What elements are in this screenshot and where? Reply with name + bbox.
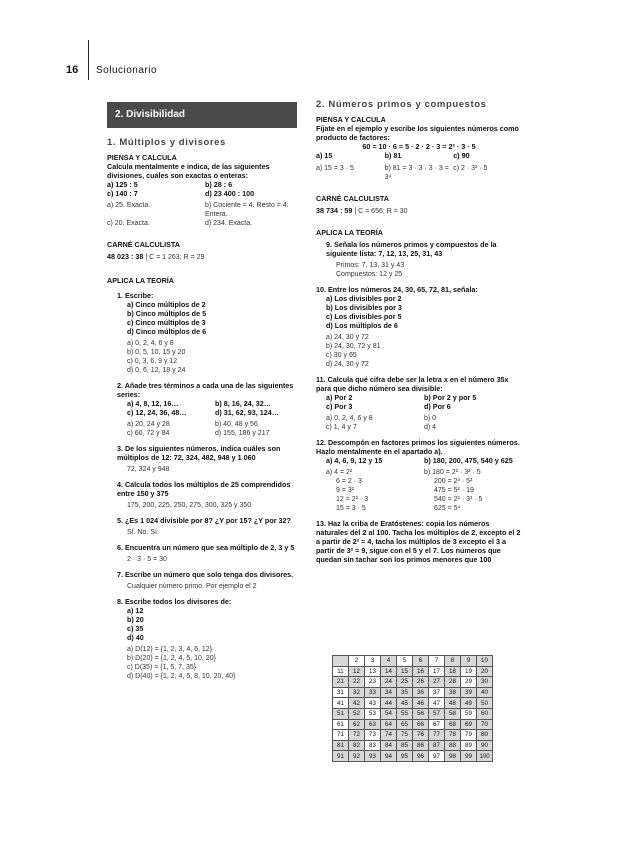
sieve-cell: 97 [429,751,445,762]
answer: c) 30 y 65 [326,352,357,359]
sieve-row [333,740,493,751]
answer: Cualquier número primo. Por ejemplo el 2 [127,583,257,590]
answer: 2 · 3 · 5 = 30 [127,556,167,563]
question-title: 1. Escribe: [117,291,154,300]
carne-answer: | C = 656; R = 30 [354,208,408,215]
question-item: b) 20 [127,615,144,624]
op-answer-b: b) 81 = 3 · 3 · 3 · 3 = 3⁴ [384,165,449,181]
question-1 [107,291,303,375]
sieve-cell: 58 [445,708,461,719]
piensa-label: PIENSA Y CALCULA [316,115,386,124]
answer: 200 = 2³ · 5² [434,478,473,485]
piensa-text: Calcula mentalmente e indica, de las siguientes divisiones, cuáles son exactas o enteras: [107,162,270,180]
sieve-cell: 38 [445,687,461,698]
sieve-row [333,687,493,698]
answer: b) 40, 48 y 56 [215,421,258,428]
sieve-cell: 6 [413,656,429,667]
sieve-cell: 5 [397,656,413,667]
sieve-row [333,656,493,667]
sieve-cell: 31 [333,687,349,698]
aplica-label: APLICA LA TEORÍA [107,276,174,285]
piensa-label: PIENSA Y CALCULA [107,153,177,162]
sieve-cell: 99 [461,751,477,762]
sieve-cell: 39 [461,687,477,698]
sieve-cell: 94 [381,751,397,762]
sieve-cell: 49 [461,698,477,709]
carne-title: CARNÉ CALCULISTA [316,194,389,203]
sieve-cell: 68 [445,719,461,730]
answer: a) 0, 2, 4, 6 y 8 [127,340,174,347]
question-title: 7. Escribe un número que solo tenga dos divisores. [117,570,294,579]
sieve-cell: 28 [445,677,461,688]
question-item: a) Los divisibles por 2 [326,294,402,303]
sieve-cell: 19 [461,666,477,677]
carne-block [107,240,303,262]
op-a: a) 125 : 5 [107,180,138,189]
answer: Compuestos: 12 y 25 [336,271,403,278]
answer: b) 0 [424,415,437,422]
answer: 9 = 3² [336,487,355,494]
answer: c) 60, 72 y 84 [127,430,170,437]
answer: Sí. No. Sí. [127,529,159,536]
sieve-cell: 57 [429,708,445,719]
sieve-cell: 86 [413,740,429,751]
items-row [117,399,303,408]
answer: b) 0, 5, 10, 15 y 20 [127,349,186,356]
sieve-cell: 32 [349,687,365,698]
sieve-cell: 77 [429,730,445,741]
items-row [316,393,522,402]
question-5 [107,516,303,537]
sieve-row [333,708,493,719]
sieve-cell: 63 [365,719,381,730]
question-title: 11. Calcula qué cifra debe ser la letra x en el número 35x para que dicho número sea divisible: [316,375,509,393]
section-title-primos: 2. Números primos y compuestos [316,99,487,110]
sieve-cell: 30 [477,677,493,688]
sieve-cell: 71 [333,730,349,741]
question-3 [107,444,303,474]
sieve-cell: 18 [445,666,461,677]
sieve-cell: 2 [349,656,365,667]
page-number: 16 [66,64,79,76]
question-item: c) Por 3 [326,402,353,411]
sieve-cell: 26 [413,677,429,688]
sieve-cell: 46 [413,698,429,709]
op-b: b) 81 [384,151,402,160]
sieve-cell: 92 [349,751,365,762]
sieve-cell: 13 [365,666,381,677]
op-answer-a: a) 15 = 3 · 5 [316,165,354,172]
question-title: 5. ¿Es 1 024 divisible por 8? ¿Y por 15? ¿Y por 32? [117,516,291,525]
sieve-cell: 75 [397,730,413,741]
answer: c) 0, 3, 6, 9 y 12 [127,358,178,365]
sieve-cell: 43 [365,698,381,709]
sieve-cell: 40 [477,687,493,698]
answer: a) 20, 24 y 28 [127,421,170,428]
sieve-cell: 44 [381,698,397,709]
sieve-cell: 90 [477,740,493,751]
sieve-cell: 24 [381,677,397,688]
sieve-cell: 4 [381,656,397,667]
answer: b) 180 = 2² · 3² · 5 [424,469,481,476]
answers-row [316,414,522,423]
sieve-cell: 59 [461,708,477,719]
sieve-cell: 93 [365,751,381,762]
sieve-cell: 70 [477,719,493,730]
question-item: c) Cinco múltiplos de 3 [127,318,206,327]
left-column [107,138,303,681]
sieve-cell: 88 [445,740,461,751]
section-title-multiplos: 1. Múltiplos y divisores [107,137,226,148]
sieve-cell: 10 [477,656,493,667]
op-c: c) 90 [453,151,470,160]
question-item: d) Por 6 [424,402,451,411]
piensa-text: Fíjate en el ejemplo y escribe los siguientes números como producto de factores: [316,124,519,142]
ops-answers-row [107,219,303,228]
example-formula: 60 = 10 · 6 = 5 · 2 · 2 · 3 = 2² · 3 · 5 [362,142,476,151]
sieve-cell: 36 [413,687,429,698]
sieve-cell: 74 [381,730,397,741]
question-item: a) Por 2 [326,393,353,402]
sieve-cell: 37 [429,687,445,698]
op-d: d) 23 400 : 100 [205,189,255,198]
answer: a) 24, 30 y 72 [326,334,369,341]
ops-row [107,180,303,189]
sieve-cell: 53 [365,708,381,719]
op-b: b) 28 : 6 [205,180,233,189]
answer: 540 = 2² · 3³ · 5 [434,496,483,503]
answer: d) 0, 6, 12, 18 y 24 [127,367,186,374]
question-8 [107,597,303,681]
op-answer-c: c) 2 · 3² · 5 [453,165,488,172]
sieve-cell: 35 [397,687,413,698]
header-divider [88,40,89,80]
question-title: 3. De los siguientes números, indica cuáles son múltiplos de 12: 72, 324, 482, 948 y 1 060 [117,444,281,462]
sieve-cell: 55 [397,708,413,719]
question-item: c) Los divisibles por 5 [326,312,402,321]
sieve-cell: 80 [477,730,493,741]
sieve-cell: 66 [413,719,429,730]
sieve-cell: 69 [461,719,477,730]
sieve-cell: 64 [381,719,397,730]
sieve-cell: 65 [397,719,413,730]
sieve-cell: 67 [429,719,445,730]
items-row [316,402,522,411]
answer: 175, 200, 225, 250, 275, 300, 325 y 350 [127,502,252,509]
carne-answer: | C = 1 263; R = 29 [145,254,205,261]
question-item: d) 31, 62, 93, 124… [215,408,279,417]
sieve-cell: 27 [429,677,445,688]
sieve-cell: 82 [349,740,365,751]
answer: Primos: 7, 13, 31 y 43 [336,262,405,269]
op-c: c) 140 : 7 [107,189,138,198]
question-title: 2. Añade tres términos a cada una de las siguientes series: [117,381,294,399]
answers-row [117,420,303,429]
sieve-cell: 45 [397,698,413,709]
sieve-cell: 11 [333,666,349,677]
answer: a) D(12) = {1, 2, 3, 4, 6, 12} [127,646,213,653]
sieve-cell: 23 [365,677,381,688]
sieve-row [333,730,493,741]
sieve-cell: 95 [397,751,413,762]
sieve-cell: 51 [333,708,349,719]
sieve-cell: 48 [445,698,461,709]
op-answer-c: c) 20. Exacta. [107,220,150,227]
ops-answers-row [107,201,303,219]
sieve-cell: 79 [461,730,477,741]
question-item: a) Cinco múltiplos de 2 [127,300,206,309]
sieve-cell: 84 [381,740,397,751]
sieve-row [333,666,493,677]
sieve-cell: 98 [445,751,461,762]
sieve-cell: 100 [477,751,493,762]
sieve-cell: 89 [461,740,477,751]
items-row [316,456,522,465]
carne-expression: 48 023 : 38 [107,252,144,261]
answer: b) 24, 30, 72 y 81 [326,343,381,350]
question-13 [316,519,522,564]
sieve-cell: 15 [397,666,413,677]
sieve-cell: 47 [429,698,445,709]
answer: c) D(35) = {1, 5, 7, 35} [127,664,197,671]
sieve-cell: 83 [365,740,381,751]
carne-block [316,194,522,216]
sieve-row [333,677,493,688]
answer: 72, 324 y 948 [127,466,170,473]
sieve-cell: 25 [397,677,413,688]
sieve-cell: 78 [445,730,461,741]
question-item: c) 12, 24, 36, 48… [127,408,187,417]
question-2 [107,381,303,438]
sieve-cell: 9 [461,656,477,667]
question-item: d) Los múltiplos de 6 [326,321,398,330]
sieve-cell: 56 [413,708,429,719]
sieve-row [333,751,493,762]
op-answer-b: b) Cociente = 4. Resto = 4. Entera. [205,202,289,218]
sieve-cell: 85 [397,740,413,751]
answer: d) 4 [424,424,437,431]
sieve-cell: 16 [413,666,429,677]
sieve-cell: 8 [445,656,461,667]
sieve-cell: 12 [349,666,365,677]
question-11 [316,375,522,432]
question-title: 6. Encuentra un número que sea múltiplo de 2, 3 y 5 [117,543,295,552]
sieve-cell: 33 [365,687,381,698]
answer: d) 24, 30 y 72 [326,361,369,368]
question-title: 8. Escribe todos los divisores de: [117,597,232,606]
question-title: 12. Descompón en factores primos los siguientes números. Hazlo mentalmente en el apartado a). [316,438,520,456]
sieve-cell: 14 [381,666,397,677]
answer: 6 = 2 · 3 [336,478,362,485]
answers-a [326,468,424,513]
question-title: 4. Calcula todos los múltiplos de 25 comprendidos entre 150 y 375 [117,480,291,498]
sieve-cell: 21 [333,677,349,688]
sieve-cell: 29 [461,677,477,688]
question-title: 13. Haz la criba de Eratóstenes: copia los números naturales del 2 al 100. Tacha los múltiplos de 2, excepto el 2 a partir de 2² = 4, tacha los múltiplos de 3 excepto el 3 a partir de 3² = 9, sigue con el 5 y el 7. Los números que quedan sin tachar son los primos menores que 100 [316,519,521,564]
sieve-cell: 3 [365,656,381,667]
question-item: d) Cinco múltiplos de 6 [127,327,207,336]
question-item: a) 4, 6, 9, 12 y 15 [326,456,383,465]
question-item: b) Por 2 y por 5 [424,393,477,402]
question-item: b) Los divisibles por 3 [326,303,402,312]
sieve-cell: 62 [349,719,365,730]
op-a: a) 15 [316,151,333,160]
answer: c) 1, 4 y 7 [326,424,357,431]
question-12 [316,438,522,513]
sieve-cell: 81 [333,740,349,751]
question-9 [316,240,522,279]
sieve-cell: 54 [381,708,397,719]
sieve-cell: 50 [477,698,493,709]
sieve-cell: 91 [333,751,349,762]
question-title: 10. Entre los números 24, 30, 65, 72, 81, señala: [316,285,478,294]
answer: 15 = 3 · 5 [336,505,366,512]
sieve-cell: 22 [349,677,365,688]
sieve-cell: 73 [365,730,381,741]
answer: d) 155, 186 y 217 [215,430,270,437]
question-item: b) Cinco múltiplos de 5 [127,309,207,318]
sieve-cell: 61 [333,719,349,730]
sieve-cell: 34 [381,687,397,698]
right-column [316,100,522,564]
answer: a) 0, 2, 4, 6 y 8 [326,415,373,422]
ops-row [107,189,303,198]
question-item: d) 40 [127,633,144,642]
sieve-row [333,698,493,709]
answer: 475 = 5² · 19 [434,487,474,494]
sieve-cell: 96 [413,751,429,762]
carne-expression: 38 734 : 59 [316,206,353,215]
answer: a) 4 = 2² [326,469,353,476]
answer: b) D(20) = {1, 2, 4, 5, 10, 20} [127,655,216,662]
sieve-cell: 52 [349,708,365,719]
answers-row [117,429,303,438]
chapter-banner: 2. Divisibilidad [107,102,297,128]
question-4 [107,480,303,510]
sieve-cell: 7 [429,656,445,667]
question-10 [316,285,522,369]
carne-title: CARNÉ CALCULISTA [107,240,180,249]
sieve-cell: 41 [333,698,349,709]
sieve-cell: 60 [477,708,493,719]
sieve-cell: 17 [429,666,445,677]
sieve-cell: 76 [413,730,429,741]
question-6 [107,543,303,564]
sieve-cell [333,656,349,667]
answers-block [316,468,522,513]
question-item: b) 180, 200, 475, 540 y 625 [424,456,513,465]
op-answer-d: d) 234. Exacta. [205,220,253,227]
question-title: 9. Señala los números primos y compuestos de la siguiente lista: 7, 12, 13, 25, 31, 43 [326,240,497,258]
sieve-cell: 20 [477,666,493,677]
question-item: a) 12 [127,606,144,615]
answers-b [424,468,522,513]
question-item: c) 35 [127,624,144,633]
items-row [117,408,303,417]
answer: d) D(40) = {1, 2, 4, 5, 8, 10, 20, 40} [127,673,236,680]
answers-row [316,423,522,432]
sieve-table [332,655,493,762]
sieve-cell: 87 [429,740,445,751]
sieve-cell: 42 [349,698,365,709]
sieve-row [333,719,493,730]
question-7 [107,570,303,591]
sieve-cell: 72 [349,730,365,741]
ops-answers-row [316,164,522,182]
question-item: b) 8, 16, 24, 32… [215,399,271,408]
aplica-label: APLICA LA TEORÍA [316,228,383,237]
ops-row [316,151,522,160]
answer: 625 = 5⁴ [434,505,461,512]
op-answer-a: a) 25. Exacta. [107,202,151,209]
question-item: a) 4, 8, 12, 16… [127,399,179,408]
running-title: Solucionario [96,65,158,76]
answer: 12 = 2² · 3 [336,496,369,503]
